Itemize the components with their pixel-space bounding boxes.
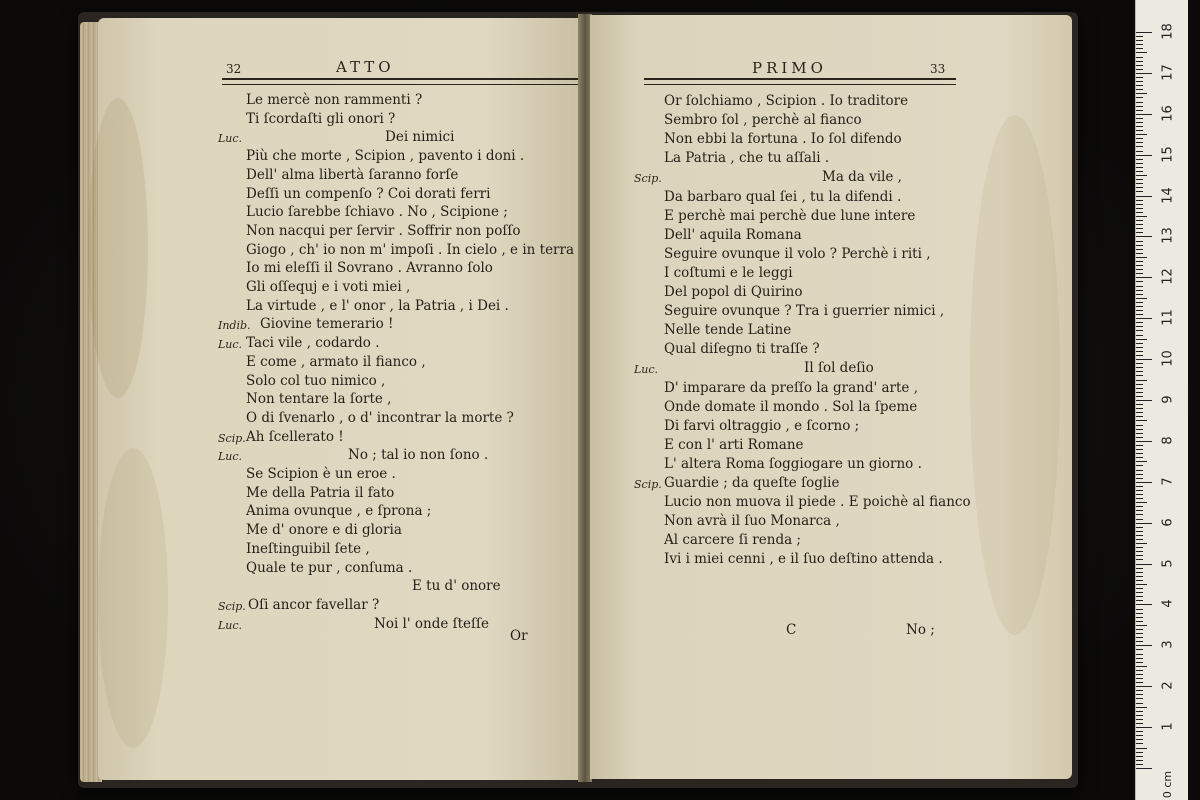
ruler-tick	[1136, 118, 1143, 119]
verse-line: Dell' aquila Romana	[664, 226, 802, 243]
verse-line: Lucio ſarebbe ſchiavo . No , Scipione ;	[246, 204, 508, 221]
ruler-tick	[1136, 429, 1143, 430]
ruler-tick	[1136, 224, 1143, 225]
verse-line: Me della Patria il fato	[246, 484, 395, 501]
ruler-tick	[1136, 613, 1143, 614]
ruler-number: 18	[1160, 23, 1176, 40]
ruler-tick	[1136, 277, 1152, 278]
ruler-tick	[1136, 420, 1147, 421]
verse-line: E come , armato il fianco ,	[246, 353, 426, 370]
ruler-tick	[1136, 171, 1143, 172]
ruler-tick	[1136, 155, 1152, 156]
ruler-tick	[1136, 130, 1143, 131]
ruler-tick	[1136, 649, 1143, 650]
ruler-tick	[1136, 359, 1152, 360]
ruler-tick	[1136, 232, 1143, 233]
ruler-tick	[1136, 490, 1143, 491]
running-header: PRIMO	[752, 59, 827, 77]
ruler-tick	[1136, 723, 1143, 724]
ruler-tick	[1136, 478, 1143, 479]
ruler-tick	[1136, 645, 1152, 646]
ruler-tick	[1136, 735, 1143, 736]
ruler-tick	[1136, 670, 1143, 671]
ruler-tick	[1136, 572, 1143, 573]
ruler-number: 16	[1160, 105, 1176, 122]
ruler-tick	[1136, 245, 1143, 246]
ruler-tick	[1136, 453, 1143, 454]
ruler-tick	[1136, 576, 1143, 577]
ruler-tick	[1136, 138, 1143, 139]
ruler-number: 6	[1160, 518, 1176, 527]
ruler-tick	[1136, 216, 1147, 217]
ruler-number: 12	[1160, 268, 1176, 286]
verse-line: Seguire ovunque il volo ? Perchè i riti ,	[664, 245, 931, 262]
ruler-tick	[1136, 756, 1143, 757]
ruler-tick	[1136, 408, 1143, 409]
ruler-tick	[1136, 191, 1143, 192]
ruler-tick	[1136, 535, 1143, 536]
verse-line: Non tentare la ſorte ,	[246, 391, 392, 408]
ruler-tick	[1136, 249, 1143, 250]
ruler-tick	[1136, 621, 1143, 622]
ruler-tick	[1136, 633, 1143, 634]
ruler-tick	[1136, 269, 1143, 270]
verse-line: Giovine temerario !	[260, 316, 394, 333]
ruler-number: 1	[1160, 722, 1176, 731]
ruler-tick	[1136, 449, 1143, 450]
ruler-tick	[1136, 502, 1147, 503]
ruler-tick	[1136, 580, 1143, 581]
verse-line: Il ſol deſio	[804, 360, 874, 377]
ruler-tick	[1136, 351, 1143, 352]
ruler-tick	[1136, 257, 1147, 258]
ruler-tick	[1136, 122, 1143, 123]
ruler-tick	[1136, 703, 1143, 704]
right-page	[590, 15, 1072, 779]
verse-line: Noi l' onde ſteſſe	[374, 615, 490, 632]
ruler-tick	[1136, 57, 1143, 58]
ruler-tick	[1136, 629, 1143, 630]
ruler-tick	[1136, 253, 1143, 254]
ruler-tick	[1136, 367, 1143, 368]
ruler-tick	[1136, 457, 1143, 458]
ruler-tick	[1136, 93, 1147, 94]
ruler-tick	[1136, 44, 1143, 45]
ruler-tick	[1136, 555, 1143, 556]
page-number: 32	[226, 62, 242, 76]
ruler-tick	[1136, 404, 1143, 405]
ruler-tick	[1136, 425, 1143, 426]
verse-line: L' altera Roma ſoggiogare un giorno .	[664, 455, 922, 472]
ruler-unit-label: 0 cm	[1161, 770, 1175, 799]
ruler-tick	[1136, 707, 1147, 708]
signature-mark: C	[786, 622, 797, 638]
verse-line: Giogo , ch' io non m' impoſi . In cielo , e in terra	[246, 241, 575, 258]
ruler-tick	[1136, 739, 1143, 740]
ruler-tick	[1136, 371, 1143, 372]
ruler-number: 5	[1160, 558, 1176, 568]
ruler-tick	[1136, 494, 1143, 495]
ruler-tick	[1136, 290, 1143, 291]
ruler-number: 9	[1160, 395, 1176, 404]
ruler-tick	[1136, 531, 1143, 532]
ruler-tick	[1136, 600, 1143, 601]
ruler-tick	[1136, 355, 1143, 356]
ruler-number: 14	[1160, 186, 1176, 204]
verse-line: Ah ſcellerato !	[246, 428, 344, 445]
ruler-tick	[1136, 48, 1143, 49]
ruler-tick	[1136, 347, 1143, 348]
ruler-tick	[1136, 752, 1143, 753]
ruler-tick	[1136, 719, 1143, 720]
measuring-ruler	[1135, 0, 1188, 800]
age-stain	[970, 115, 1060, 635]
ruler-tick	[1136, 36, 1143, 37]
ruler-number: 2	[1160, 681, 1176, 690]
ruler-tick	[1136, 339, 1147, 340]
ruler-tick	[1136, 85, 1143, 86]
ruler-number: 11	[1160, 309, 1176, 326]
verse-line: Anima ovunque , e ſprona ;	[246, 503, 432, 520]
speaker-label: Luc.	[218, 338, 243, 352]
verse-line: Deſſi un compenſo ? Coi dorati ferri	[246, 185, 491, 202]
verse-line: Ivi i miei cenni , e il ſuo deſtino attenda .	[664, 551, 943, 568]
age-stain	[98, 448, 168, 748]
ruler-tick	[1136, 609, 1143, 610]
verse-line: Di farvi oltraggio , e ſcorno ;	[664, 417, 860, 434]
ruler-tick	[1136, 592, 1143, 593]
ruler-tick	[1136, 363, 1143, 364]
ruler-tick	[1136, 539, 1143, 540]
ruler-tick	[1136, 306, 1143, 307]
speaker-label: Scip.	[634, 478, 662, 491]
verse-line: Ti ſcordaſti gli onori ?	[246, 110, 396, 127]
ruler-tick	[1136, 731, 1143, 732]
ruler-tick	[1136, 302, 1143, 303]
ruler-tick	[1136, 760, 1143, 761]
ruler-tick	[1136, 32, 1152, 33]
verse-line: Guardie ; da queſte ſoglie	[664, 475, 840, 491]
header-rule	[222, 78, 626, 85]
ruler-tick	[1136, 678, 1143, 679]
ruler-tick	[1136, 768, 1152, 769]
ruler-number: 17	[1160, 64, 1176, 81]
ruler-tick	[1136, 698, 1143, 699]
ruler-tick	[1136, 126, 1143, 127]
verse-line: E con l' arti Romane	[664, 436, 804, 453]
ruler-tick	[1136, 543, 1147, 544]
verse-line: Non avrà il ſuo Monarca ,	[664, 513, 840, 530]
ruler-tick	[1136, 163, 1143, 164]
ruler-tick	[1136, 343, 1143, 344]
ruler-tick	[1136, 748, 1147, 749]
header-rule	[644, 78, 956, 85]
verse-line: Dell' alma libertà ſaranno forſe	[246, 166, 459, 183]
ruler-number: 13	[1160, 227, 1176, 245]
ruler-number: 8	[1160, 436, 1176, 445]
ruler-number: 15	[1160, 145, 1176, 163]
ruler-number: 10	[1160, 350, 1176, 367]
running-header: ATTO	[336, 58, 395, 76]
verse-line: Onde domate il mondo . Sol la ſpeme	[664, 398, 918, 415]
ruler-tick	[1136, 134, 1147, 135]
ruler-tick	[1136, 175, 1147, 176]
ruler-tick	[1136, 637, 1143, 638]
verse-line: Al carcere ſi renda ;	[664, 532, 801, 549]
ruler-tick	[1136, 167, 1143, 168]
ruler-tick	[1136, 584, 1147, 585]
verse-line: Me d' onore e di gloria	[246, 522, 402, 539]
ruler-tick	[1136, 77, 1143, 78]
verse-line: Le mercè non rammenti ?	[246, 92, 423, 108]
verse-line: Qual diſegno ti traſſe ?	[664, 341, 820, 358]
ruler-tick	[1136, 568, 1143, 569]
speaker-label: Luc.	[634, 363, 659, 377]
ruler-tick	[1136, 97, 1143, 98]
ruler-tick	[1136, 335, 1143, 336]
verse-line: No ; tal io non ſono .	[348, 447, 489, 464]
ruler-tick	[1136, 514, 1143, 515]
ruler-tick	[1136, 146, 1143, 147]
verse-line: Taci vile , codardo .	[246, 335, 380, 352]
ruler-tick	[1136, 220, 1143, 221]
ruler-tick	[1136, 294, 1143, 295]
ruler-tick	[1136, 625, 1147, 626]
ruler-tick	[1136, 445, 1143, 446]
ruler-tick	[1136, 52, 1147, 53]
ruler-tick	[1136, 666, 1147, 667]
ruler-tick	[1136, 200, 1143, 201]
ruler-tick	[1136, 547, 1143, 548]
ruler-tick	[1136, 187, 1143, 188]
ruler-tick	[1136, 654, 1143, 655]
ruler-tick	[1136, 510, 1143, 511]
ruler-tick	[1136, 715, 1143, 716]
verse-line: Sembro ſol , perchè al fianco	[664, 112, 862, 129]
ruler-tick	[1136, 617, 1143, 618]
ruler-tick	[1136, 261, 1143, 262]
ruler-tick	[1136, 236, 1152, 237]
catchword: No ;	[906, 622, 935, 638]
ruler-tick	[1136, 73, 1152, 74]
verse-line: Oſi ancor favellar ?	[248, 596, 380, 613]
ruler-tick	[1136, 388, 1143, 389]
ruler-tick	[1136, 662, 1143, 663]
verse-line: Più che morte , Scipion , pavento i doni .	[246, 148, 525, 165]
ruler-number: 4	[1160, 599, 1176, 609]
ruler-tick	[1136, 658, 1143, 659]
page-number: 33	[930, 62, 946, 76]
ruler-tick	[1136, 559, 1143, 560]
ruler-tick	[1136, 523, 1152, 524]
ruler-tick	[1136, 486, 1143, 487]
ruler-tick	[1136, 519, 1143, 520]
verse-line: Ineſtinguibil ſete ,	[246, 540, 370, 557]
ruler-tick	[1136, 330, 1143, 331]
ruler-tick	[1136, 384, 1143, 385]
verse-line: O di ſvenarlo , o d' incontrar la morte ?	[246, 409, 514, 426]
ruler-tick	[1136, 596, 1143, 597]
ruler-tick	[1136, 159, 1143, 160]
ruler-tick	[1136, 674, 1143, 675]
speaker-label: Scip.	[218, 599, 246, 613]
ruler-tick	[1136, 179, 1143, 180]
verse-line: Seguire ovunque ? Tra i guerrier nimici ,	[664, 303, 945, 320]
ruler-tick	[1136, 461, 1147, 462]
speaker-label: Indib.	[218, 319, 251, 333]
ruler-tick	[1136, 604, 1152, 605]
ruler-tick	[1136, 474, 1143, 475]
verse-line: Quale te pur , conſuma .	[246, 559, 413, 576]
verse-line: Non nacqui per ſervir . Soffrir non poſſo	[246, 222, 521, 239]
ruler-tick	[1136, 102, 1143, 103]
ruler-tick	[1136, 527, 1143, 528]
ruler-tick	[1136, 686, 1152, 687]
ruler-tick	[1136, 690, 1143, 691]
verse-line: Io mi eleſſi il Sovrano . Avranno ſolo	[246, 260, 493, 277]
ruler-tick	[1136, 314, 1143, 315]
ruler-tick	[1136, 412, 1143, 413]
ruler-tick	[1136, 69, 1143, 70]
ruler-tick	[1136, 465, 1143, 466]
verse-line: La Patria , che tu aſſali .	[664, 150, 830, 167]
ruler-tick	[1136, 298, 1147, 299]
ruler-tick	[1136, 437, 1143, 438]
ruler-tick	[1136, 441, 1152, 442]
verse-line: D' imparare da preſſo la grand' arte ,	[664, 379, 918, 396]
verse-line: Nelle tende Latine	[664, 322, 792, 339]
ruler-tick	[1136, 588, 1143, 589]
ruler-tick	[1136, 208, 1143, 209]
ruler-tick	[1136, 322, 1143, 323]
ruler-tick	[1136, 375, 1143, 376]
ruler-tick	[1136, 482, 1152, 483]
ruler-tick	[1136, 764, 1143, 765]
ruler-tick	[1136, 65, 1143, 66]
ruler-tick	[1136, 81, 1143, 82]
ruler-tick	[1136, 396, 1143, 397]
ruler-tick	[1136, 142, 1143, 143]
ruler-tick	[1136, 89, 1143, 90]
verse-line: Dei nimici	[385, 129, 455, 146]
verse-line: Ma da vile ,	[822, 169, 902, 186]
ruler-number: 7	[1160, 477, 1176, 486]
ruler-tick	[1136, 380, 1147, 381]
ruler-tick	[1136, 682, 1143, 683]
verse-line: E perchè mai perchè due lune intere	[664, 207, 916, 224]
speaker-label: Scip.	[634, 172, 662, 186]
ruler-tick	[1136, 318, 1152, 319]
ruler-tick	[1136, 310, 1143, 311]
speaker-label: Luc.	[218, 132, 243, 146]
verse-line: Lucio non muova il piede . E poichè al fianco	[664, 494, 971, 511]
ruler-tick	[1136, 694, 1143, 695]
ruler-tick	[1136, 470, 1143, 471]
verse-line: Solo col tuo nimico ,	[246, 372, 386, 389]
catchword: Or	[510, 628, 528, 644]
ruler-tick	[1136, 212, 1143, 213]
ruler-tick	[1136, 204, 1143, 205]
ruler-tick	[1136, 392, 1143, 393]
ruler-tick	[1136, 641, 1143, 642]
ruler-tick	[1136, 286, 1143, 287]
ruler-tick	[1136, 114, 1152, 115]
ruler-tick	[1136, 743, 1143, 744]
speaker-label: Luc.	[218, 618, 243, 632]
ruler-tick	[1136, 551, 1143, 552]
ruler-tick	[1136, 228, 1143, 229]
ruler-tick	[1136, 326, 1143, 327]
left-page	[98, 18, 580, 780]
verse-line: Se Scipion è un eroe .	[246, 466, 396, 482]
ruler-tick	[1136, 400, 1152, 401]
ruler-tick	[1136, 711, 1143, 712]
ruler-tick	[1136, 498, 1143, 499]
verse-line: I coſtumi e le leggi	[664, 264, 793, 281]
speaker-label: Scip.	[218, 431, 246, 445]
ruler-number: 3	[1160, 640, 1176, 649]
verse-line: Del popol di Quirino	[664, 284, 803, 300]
ruler-tick	[1136, 506, 1143, 507]
ruler-tick	[1136, 183, 1143, 184]
ruler-tick	[1136, 727, 1152, 728]
ruler-tick	[1136, 196, 1152, 197]
ruler-tick	[1136, 265, 1143, 266]
verse-line: Gli oſſequj e i voti miei ,	[246, 279, 411, 295]
verse-line: La virtude , e l' onor , la Patria , i Dei .	[246, 297, 509, 314]
ruler-tick	[1136, 151, 1143, 152]
ruler-tick	[1136, 564, 1152, 565]
ruler-tick	[1136, 273, 1143, 274]
ruler-tick	[1136, 61, 1143, 62]
verse-line: E tu d' onore	[412, 578, 501, 595]
speaker-label: Luc.	[218, 450, 243, 464]
verse-line: Or ſolchiamo , Scipion . Io traditore	[664, 93, 909, 109]
ruler-tick	[1136, 416, 1143, 417]
verse-line: Da barbaro qual ſei , tu la difendi .	[664, 188, 902, 205]
ruler-tick	[1136, 241, 1143, 242]
ruler-tick	[1136, 433, 1143, 434]
ruler-tick	[1136, 110, 1143, 111]
ruler-tick	[1136, 281, 1143, 282]
verse-line: Non ebbi la fortuna . Io ſol difendo	[664, 131, 902, 148]
ruler-tick	[1136, 40, 1143, 41]
ruler-tick	[1136, 106, 1143, 107]
